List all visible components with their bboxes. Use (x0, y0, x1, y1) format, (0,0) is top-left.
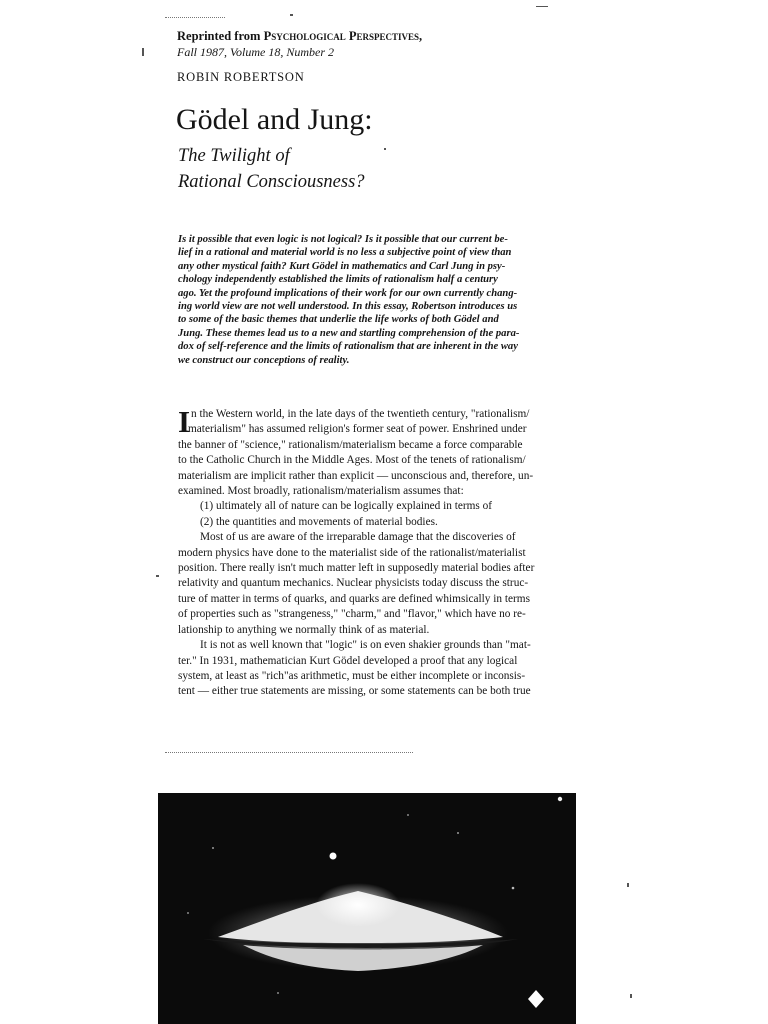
article-subtitle (178, 143, 478, 195)
body-line: ter." In 1931, mathematician Kurt Gödel developed a proof that any logical (178, 654, 518, 667)
body-text (178, 404, 572, 700)
body-line: position. There really isn't much matter left in supposedly material bodies after (178, 562, 535, 575)
numbered-item: (1) ultimately all of nature can be logically explained in terms of (200, 500, 493, 513)
galaxy-image (158, 793, 576, 1024)
abstract-line: to some of the basic themes that underlie the life works of both Gödel and (178, 314, 499, 326)
subtitle-line: The Twilight of (178, 146, 290, 166)
top-scan-rule (165, 17, 225, 18)
abstract-line: ing world view are not well understood. In this essay, Robertson introduces us (178, 301, 518, 313)
body-line: to the Catholic Church in the Middle Ages. Most of the tenets of rationalism/ (178, 454, 526, 467)
body-line: materialism are implicit rather than explicit — unconscious and, therefore, un- (178, 469, 534, 482)
abstract-line: dox of self-reference and the limits of rationalism that are inherent in the way (178, 341, 518, 353)
body-line: system, at least as "rich"as arithmetic, must be either incomplete or inconsis- (178, 669, 526, 682)
body-line: of properties such as "strangeness," "charm," and "flavor," which have no re- (178, 608, 526, 621)
scan-speck (156, 575, 159, 577)
body-line: lationship to anything we normally think of as material. (178, 623, 430, 636)
abstract-line: ago. Yet the profound implications of their work for our own currently chang- (178, 287, 518, 299)
scan-speck (536, 6, 548, 7)
reprint-label: Reprinted from (177, 29, 261, 43)
drop-cap: I (178, 404, 191, 439)
galaxy-photo (158, 793, 576, 1024)
body-line: Most of us are aware of the irreparable damage that the discoveries of (200, 531, 516, 544)
body-line: n the Western world, in the late days of the twentieth century, "rationalism/ (191, 408, 530, 420)
article-title: Gödel and Jung: (176, 103, 373, 136)
body-line: modern physics have done to the materialist side of the rationalist/materialist (178, 546, 526, 559)
scan-speck (627, 883, 629, 887)
body-line: ture of matter in terms of quarks, and quarks are defined whimsically in terms (178, 592, 530, 605)
scan-speck (630, 994, 632, 998)
body-line: relativity and quantum mechanics. Nuclear physicists today discuss the struc- (178, 577, 529, 590)
body-line: examined. Most broadly, rationalism/materialism assumes that: (178, 485, 464, 498)
author-name: ROBIN ROBERTSON (177, 70, 305, 84)
abstract-line: any other mystical faith? Kurt Gödel in mathematics and Carl Jung in psy- (178, 260, 506, 272)
scan-speck (142, 48, 144, 56)
abstract-line: Is it possible that even logic is not logical? Is it possible that our current be- (178, 234, 508, 245)
issue-info: Fall 1987, Volume 18, Number 2 (177, 45, 334, 59)
abstract-line: Jung. These themes lead us to a new and startling comprehension of the para- (178, 327, 520, 339)
body-line: tent — either true statements are missing, or some statements can be both true (178, 685, 531, 698)
subtitle-line: Rational Consciousness? (178, 172, 365, 192)
body-line: the banner of "science," rationalism/materialism became a force comparable (178, 438, 523, 451)
journal-name: Psychological Perspectives, (263, 29, 423, 43)
body-line: materialism" has assumed religion's former seat of power. Enshrined under (188, 423, 527, 436)
abstract-line: lief in a rational and material world is no less a subjective point of view than (178, 247, 512, 259)
abstract-line: we construct our conceptions of reality. (178, 354, 350, 366)
figure-scan-rule (165, 752, 413, 753)
abstract-line: chology independently established the limits of rationalism half a century (178, 274, 498, 286)
abstract (178, 233, 568, 367)
body-line: It is not as well known that "logic" is on even shakier grounds than "mat- (200, 639, 531, 652)
reprint-notice (177, 28, 597, 44)
numbered-item: (2) the quantities and movements of material bodies. (200, 515, 438, 528)
scan-speck (290, 14, 293, 16)
